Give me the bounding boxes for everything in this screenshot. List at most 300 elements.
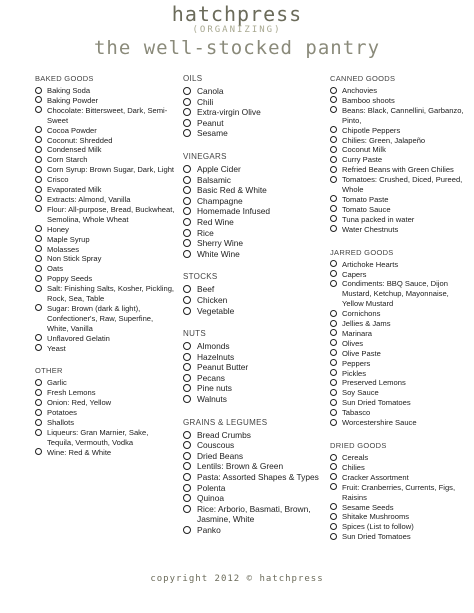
item-label: Walnuts (197, 394, 227, 405)
checkbox-circle-icon[interactable] (330, 339, 337, 346)
checkbox-circle-icon[interactable] (35, 285, 42, 292)
checkbox-circle-icon[interactable] (183, 384, 191, 392)
item-label: Coconut: Shredded (47, 135, 113, 145)
checklist-item (183, 228, 321, 239)
checkbox-circle-icon[interactable] (35, 106, 42, 113)
item-label: Bamboo shoots (342, 95, 395, 105)
checkbox-circle-icon[interactable] (35, 419, 42, 426)
section-heading: GRAINS & LEGUMES (183, 417, 268, 427)
checklist (183, 284, 321, 316)
checkbox-circle-icon[interactable] (330, 136, 337, 143)
checklist-item (330, 349, 470, 359)
item-label: Peanut (197, 117, 224, 128)
item-label: Beef (197, 284, 215, 295)
item-label: Evaporated Milk (47, 185, 102, 195)
checkbox-circle-icon[interactable] (35, 448, 42, 455)
item-label: Vegetable (197, 305, 235, 316)
checklist-item (183, 118, 321, 129)
checkbox-circle-icon[interactable] (330, 310, 337, 317)
checklist-item (183, 306, 321, 317)
item-label: Soy Sauce (342, 388, 379, 398)
item-label: Poppy Seeds (47, 274, 93, 284)
checklist-item (330, 522, 470, 532)
item-label: Molasses (47, 244, 80, 254)
checklist-item (35, 388, 175, 398)
item-label: Chilies: Green, Jalapeño (342, 135, 426, 145)
item-label: Wine: Red & White (47, 447, 112, 457)
checkbox-circle-icon[interactable] (330, 156, 337, 163)
checkbox-circle-icon[interactable] (330, 463, 337, 470)
item-label: Pine nuts (197, 383, 232, 394)
checkbox-circle-icon[interactable] (183, 473, 191, 481)
item-label: Sun Dried Tomatoes (342, 398, 411, 408)
checklist-item (330, 215, 470, 225)
checklist-item (330, 136, 470, 146)
item-label: Tomato Sauce (342, 204, 391, 214)
checkbox-circle-icon[interactable] (35, 156, 42, 163)
checklist-section (183, 418, 321, 536)
item-label: Olive Paste (342, 348, 381, 358)
checkbox-circle-icon[interactable] (183, 395, 191, 403)
item-label: Non Stick Spray (47, 254, 102, 264)
checkbox-circle-icon[interactable] (183, 452, 191, 460)
checklist (330, 86, 470, 235)
checkbox-circle-icon[interactable] (330, 389, 337, 396)
checklist (35, 378, 175, 457)
item-label: Dried Beans (197, 450, 244, 461)
checklist (183, 341, 321, 405)
checklist-item (330, 512, 470, 522)
item-label: Flour: All-purpose, Bread, Buckwheat, Semolina, Whole Wheat (47, 204, 175, 224)
checkbox-circle-icon[interactable] (35, 235, 42, 242)
item-label: Homemade Infused (197, 206, 271, 217)
checklist-item (330, 165, 470, 175)
checklist-section (183, 152, 321, 259)
checklist-section (183, 74, 321, 139)
checkbox-circle-icon[interactable] (330, 349, 337, 356)
checklist-item (330, 309, 470, 319)
checklist-item (183, 284, 321, 295)
section-heading: OTHER (35, 366, 63, 376)
checkbox-circle-icon[interactable] (330, 454, 337, 461)
checkbox-circle-icon[interactable] (330, 369, 337, 376)
item-label: Spices (List to follow) (342, 522, 414, 532)
checkbox-circle-icon[interactable] (35, 225, 42, 232)
checkbox-circle-icon[interactable] (183, 176, 191, 184)
item-label: Preserved Lemons (342, 378, 406, 388)
item-label: Bread Crumbs (197, 429, 251, 440)
checklist-item (183, 461, 321, 472)
item-label: Tomato Paste (342, 194, 389, 204)
section-heading: OILS (183, 74, 203, 83)
item-label: Pecans (197, 372, 225, 383)
item-label: Cracker Assortment (342, 472, 409, 482)
item-label: Unflavored Gelatin (47, 333, 110, 343)
checklist-item (183, 175, 321, 186)
item-label: Basic Red & White (197, 185, 267, 196)
checkbox-circle-icon[interactable] (35, 166, 42, 173)
page-header (0, 4, 474, 59)
checkbox-circle-icon[interactable] (330, 176, 337, 183)
item-label: Champagne (197, 195, 243, 206)
checkbox-circle-icon[interactable] (35, 195, 42, 202)
checklist-item (35, 428, 175, 448)
checklist-item (330, 408, 470, 418)
checklist-item (330, 279, 470, 309)
item-label: Condensed Milk (47, 145, 102, 155)
checklist-item (35, 96, 175, 106)
item-label: Chocolate: Bittersweet, Dark, Semi-Sweet (47, 105, 168, 125)
checkbox-circle-icon[interactable] (330, 320, 337, 327)
item-label: Liqueurs: Gran Marnier, Sake, Tequila, Vermouth, Vodka (47, 428, 149, 447)
checkbox-circle-icon[interactable] (330, 260, 337, 267)
checkbox-circle-icon[interactable] (35, 429, 42, 436)
checklist-item (35, 136, 175, 146)
checklist-item (330, 418, 470, 428)
section-heading: BAKED GOODS (35, 74, 94, 83)
checkbox-circle-icon[interactable] (330, 195, 337, 202)
item-label: Corn Syrup: Brown Sugar, Dark, Light (47, 165, 175, 175)
item-label: Peppers (342, 358, 371, 368)
checkbox-circle-icon[interactable] (330, 473, 337, 480)
checklist (330, 260, 470, 428)
checklist-item (35, 225, 175, 235)
checkbox-circle-icon[interactable] (183, 462, 191, 470)
checkbox-circle-icon[interactable] (330, 225, 337, 232)
checkbox-circle-icon[interactable] (330, 533, 337, 540)
item-label: Tuna packed in water (342, 214, 415, 224)
copyright-footer: copyright 2012 © hatchpress (150, 574, 324, 584)
checkbox-circle-icon[interactable] (330, 359, 337, 366)
item-label: White Wine (197, 248, 240, 259)
item-label: Rice (197, 227, 214, 238)
checklist-item (35, 145, 175, 155)
checkbox-circle-icon[interactable] (35, 205, 42, 212)
checklist (183, 430, 321, 536)
checklist (330, 453, 470, 542)
column-right (330, 74, 470, 555)
checklist-item (183, 196, 321, 207)
checkbox-circle-icon[interactable] (35, 136, 42, 143)
item-label: Chicken (197, 294, 228, 305)
checkbox-circle-icon[interactable] (330, 270, 337, 277)
checklist-item (183, 185, 321, 196)
checkbox-circle-icon[interactable] (330, 483, 337, 490)
checklist-item (330, 398, 470, 408)
item-label: Peanut Butter (197, 362, 249, 373)
section-heading: CANNED GOODS (330, 74, 396, 83)
checklist-item (330, 225, 470, 235)
item-label: Salt: Finishing Salts, Kosher, Pickling, Rock, Sea, Table (47, 284, 175, 304)
item-label: Baking Powder (47, 95, 99, 105)
checklist-item (330, 503, 470, 513)
checkbox-circle-icon[interactable] (330, 87, 337, 94)
checkbox-circle-icon[interactable] (183, 197, 191, 205)
checklist-item (183, 440, 321, 451)
checklist-item (183, 128, 321, 139)
brand-tagline: (ORGANIZING) (192, 25, 282, 35)
checkbox-circle-icon[interactable] (330, 205, 337, 212)
section-heading: JARRED GOODS (330, 247, 394, 257)
checklist-item (330, 96, 470, 106)
column-left (35, 74, 175, 471)
checklist-item (183, 525, 321, 536)
checklist-item (183, 362, 321, 373)
item-label: Garlic (47, 378, 67, 388)
item-label: Corn Starch (47, 155, 88, 165)
checkbox-circle-icon[interactable] (35, 96, 42, 103)
checkbox-circle-icon[interactable] (330, 96, 337, 103)
checklist-item (330, 453, 470, 463)
checklist-item (35, 235, 175, 245)
checklist-section (330, 248, 470, 428)
item-label: Rice: Arborio, Basmati, Brown, Jasmine, White (197, 503, 311, 525)
checklist-item (35, 418, 175, 428)
checklist-item (330, 260, 470, 270)
checklist-item (330, 86, 470, 96)
checklist-item (35, 264, 175, 274)
section-heading: DRIED GOODS (330, 441, 387, 450)
checklist-item (183, 107, 321, 118)
checkbox-circle-icon[interactable] (183, 98, 191, 106)
checklist-item (183, 493, 321, 504)
checklist-section (35, 74, 175, 353)
checklist-item (183, 352, 321, 363)
brand-name: hatchpress (171, 2, 303, 26)
checklist-item (35, 126, 175, 136)
item-label: Onion: Red, Yellow (47, 398, 112, 408)
checkbox-circle-icon[interactable] (183, 218, 191, 226)
checklist-item (183, 341, 321, 352)
checkbox-circle-icon[interactable] (35, 146, 42, 153)
checkbox-circle-icon[interactable] (330, 329, 337, 336)
checkbox-circle-icon[interactable] (35, 344, 42, 351)
checklist-item (330, 532, 470, 542)
item-label: Balsamic (197, 174, 231, 185)
checkbox-circle-icon[interactable] (183, 441, 191, 449)
checklist-item (35, 205, 175, 225)
checklist-item (35, 86, 175, 96)
checklist-item (35, 165, 175, 175)
checklist-item (330, 359, 470, 369)
page-title: the well-stocked pantry (93, 37, 381, 59)
checkbox-circle-icon[interactable] (330, 280, 337, 287)
checkbox-circle-icon[interactable] (35, 87, 42, 94)
checkbox-circle-icon[interactable] (183, 239, 191, 247)
section-heading: VINEGARS (183, 151, 227, 161)
checkbox-circle-icon[interactable] (330, 106, 337, 113)
checklist-item (183, 206, 321, 217)
checkbox-circle-icon[interactable] (183, 108, 191, 116)
item-label: Condiments: BBQ Sauce, Dijon Mustard, Ketchup, Mayonnaise, Yellow Mustard (342, 279, 449, 309)
checklist-item (35, 155, 175, 165)
checklist-item (183, 472, 321, 483)
checkbox-circle-icon[interactable] (183, 342, 191, 350)
item-label: Coconut Milk (342, 145, 386, 155)
checklist-item (35, 408, 175, 418)
checkbox-circle-icon[interactable] (330, 419, 337, 426)
checklist-item (35, 398, 175, 408)
item-label: Yeast (47, 343, 66, 353)
checkbox-circle-icon[interactable] (183, 186, 191, 194)
checklist-item (330, 145, 470, 155)
section-heading: NUTS (183, 329, 206, 339)
checklist-item (330, 329, 470, 339)
checkbox-circle-icon[interactable] (183, 119, 191, 127)
item-label: Baking Soda (47, 86, 91, 95)
item-label: Capers (342, 269, 367, 279)
checklist-item (183, 249, 321, 260)
checkbox-circle-icon[interactable] (35, 389, 42, 396)
item-label: Crisco (47, 175, 69, 185)
checklist-item (330, 155, 470, 165)
checkbox-circle-icon[interactable] (35, 275, 42, 282)
item-label: Water Chestnuts (342, 224, 399, 234)
checkbox-circle-icon[interactable] (183, 250, 191, 258)
item-label: Worcestershire Sauce (342, 418, 417, 428)
checkbox-circle-icon[interactable] (330, 503, 337, 510)
checkbox-circle-icon[interactable] (183, 87, 191, 95)
checklist-item (183, 86, 321, 97)
checkbox-circle-icon[interactable] (183, 229, 191, 237)
checkbox-circle-icon[interactable] (330, 126, 337, 133)
checkbox-circle-icon[interactable] (183, 526, 191, 534)
item-label: Couscous (197, 440, 235, 451)
checkbox-circle-icon[interactable] (183, 374, 191, 382)
item-label: Apple Cider (197, 163, 241, 174)
item-label: Chipotle Peppers (342, 125, 401, 135)
item-label: Sun Dried Tomatoes (342, 532, 411, 542)
checklist-section (35, 366, 175, 457)
checkbox-circle-icon[interactable] (183, 431, 191, 439)
checklist-item (183, 430, 321, 441)
checkbox-circle-icon[interactable] (35, 265, 42, 272)
item-label: Pickles (342, 368, 367, 378)
checkbox-circle-icon[interactable] (183, 505, 191, 513)
checkbox-circle-icon[interactable] (35, 409, 42, 416)
item-label: Cocoa Powder (47, 125, 97, 135)
checklist-item (35, 175, 175, 185)
checkbox-circle-icon[interactable] (183, 285, 191, 293)
checkbox-circle-icon[interactable] (183, 207, 191, 215)
item-label: Quinoa (197, 493, 225, 504)
checklist-item (35, 195, 175, 205)
checklist-item (35, 284, 175, 304)
checklist-section (330, 74, 470, 235)
checklist (183, 86, 321, 139)
checkbox-circle-icon[interactable] (330, 379, 337, 386)
item-label: Hazelnuts (197, 351, 235, 362)
checklist-item (183, 483, 321, 494)
checklist-item (183, 97, 321, 108)
checklist-item (183, 383, 321, 394)
item-label: Chili (197, 96, 214, 107)
checklist-item (330, 175, 470, 195)
item-label: Sesame (197, 128, 228, 139)
checklist-item (330, 369, 470, 379)
item-label: Sherry Wine (197, 238, 244, 249)
checkbox-circle-icon[interactable] (183, 484, 191, 492)
checklist-item (330, 319, 470, 329)
checkbox-circle-icon[interactable] (330, 523, 337, 530)
checklist-item (183, 504, 321, 525)
checklist-item (183, 164, 321, 175)
checkbox-circle-icon[interactable] (35, 399, 42, 406)
checklist-item (35, 245, 175, 255)
item-label: Shallots (47, 418, 75, 428)
item-label: Extracts: Almond, Vanilla (47, 194, 131, 204)
checklist-item (183, 373, 321, 384)
checklist-item (330, 205, 470, 215)
checkbox-circle-icon[interactable] (183, 363, 191, 371)
checkbox-circle-icon[interactable] (183, 494, 191, 502)
checkbox-circle-icon[interactable] (330, 215, 337, 222)
checklist-item (330, 270, 470, 280)
checkbox-circle-icon[interactable] (35, 245, 42, 252)
item-label: Fruit: Cranberries, Currents, Figs, Raisins (342, 482, 456, 502)
item-label: Shitake Mushrooms (342, 512, 410, 522)
item-label: Curry Paste (342, 155, 383, 165)
checklist-item (183, 238, 321, 249)
item-label: Olives (342, 338, 364, 348)
item-label: Marinara (342, 328, 372, 338)
item-label: Chilies (342, 462, 365, 472)
item-label: Sugar: Brown (dark & light), Confectioner's, Raw, Superfine, White, Vanilla (47, 303, 154, 333)
item-label: Anchovies (342, 86, 378, 95)
item-label: Almonds (197, 341, 230, 352)
checkbox-circle-icon[interactable] (330, 399, 337, 406)
checkbox-circle-icon[interactable] (183, 296, 191, 304)
item-label: Panko (197, 525, 221, 535)
checkbox-circle-icon[interactable] (183, 307, 191, 315)
checkbox-circle-icon[interactable] (330, 146, 337, 153)
item-label: Lentils: Brown & Green (197, 461, 284, 472)
checkbox-circle-icon[interactable] (330, 409, 337, 416)
checkbox-circle-icon[interactable] (35, 334, 42, 341)
checkbox-circle-icon[interactable] (330, 166, 337, 173)
checkbox-circle-icon[interactable] (35, 255, 42, 262)
checklist-item (35, 448, 175, 458)
checkbox-circle-icon[interactable] (35, 176, 42, 183)
checkbox-circle-icon[interactable] (183, 129, 191, 137)
checkbox-circle-icon[interactable] (35, 126, 42, 133)
item-label: Oats (47, 264, 64, 274)
checklist-item (330, 378, 470, 388)
checkbox-circle-icon[interactable] (183, 165, 191, 173)
checkbox-circle-icon[interactable] (183, 353, 191, 361)
item-label: Maple Syrup (47, 234, 90, 244)
checkbox-circle-icon[interactable] (35, 186, 42, 193)
checklist-item (183, 394, 321, 405)
checklist-item (35, 185, 175, 195)
checklist-item (183, 295, 321, 306)
checklist-item (35, 274, 175, 284)
checklist-item (330, 473, 470, 483)
item-label: Fresh Lemons (47, 388, 96, 398)
checkbox-circle-icon[interactable] (330, 513, 337, 520)
column-middle (183, 74, 321, 549)
checklist-item (330, 126, 470, 136)
checklist-item (330, 388, 470, 398)
checklist-item (330, 483, 470, 503)
checklist-item (330, 463, 470, 473)
item-label: Beans: Black, Cannellini, Garbanzo, Pinto, (342, 105, 464, 125)
checklist-section (183, 272, 321, 316)
item-label: Canola (197, 86, 224, 96)
checkbox-circle-icon[interactable] (35, 304, 42, 311)
item-label: Tabasco (342, 408, 371, 418)
checkbox-circle-icon[interactable] (35, 379, 42, 386)
